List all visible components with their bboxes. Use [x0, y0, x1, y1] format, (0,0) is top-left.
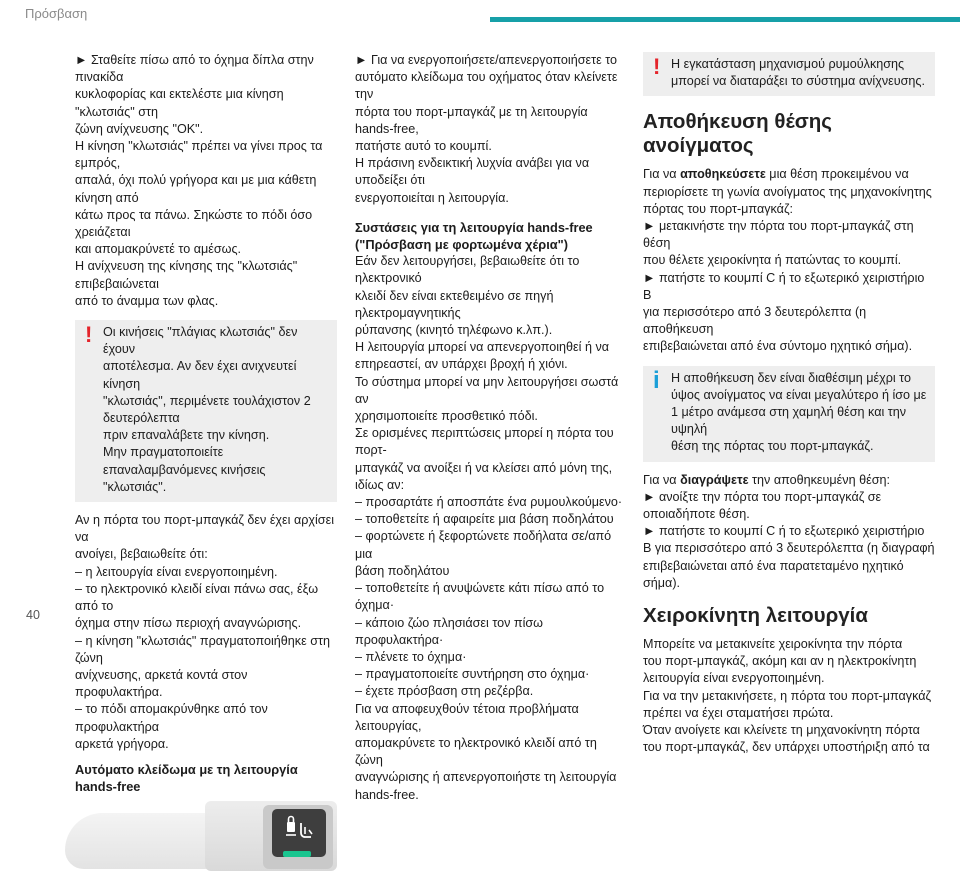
- warning-box: [75, 320, 337, 502]
- text-line: ► ανοίξτε την πόρτα του πορτ-μπαγκάζ σε: [643, 489, 882, 504]
- text-line: ► Για να ενεργοποιήσετε/απενεργοποιήσετε το: [355, 53, 617, 67]
- delete-position-text: [643, 472, 935, 592]
- text-line: – έχετε πρόσβαση στη ρεζέρβα.: [355, 684, 534, 699]
- text-line: απομακρύνετε το ηλεκτρονικό κλειδί από τη ζώνη: [355, 735, 597, 768]
- text-line: αυτόματο κλείδωμα του οχήματος όταν κλείνετε την: [355, 70, 618, 102]
- text-run: την αποθηκευμένη θέση:: [748, 472, 890, 487]
- info-icon: i: [653, 366, 660, 394]
- troubleshoot-list: [75, 512, 337, 753]
- towbar-warning-box: [643, 52, 935, 96]
- auto-lock-subheading: Αυτόματο κλείδωμα με τη λειτουργία hands-free: [75, 761, 298, 795]
- text-line: επιβεβαιώνεται από ένα παρατεταμένο ηχητικό σήμα).: [643, 558, 904, 590]
- text-line: Η κίνηση "κλωτσιάς" πρέπει να γίνει προς τα εμπρός,: [75, 139, 323, 171]
- text-run-bold: διαγράψετε: [680, 472, 749, 487]
- button-illustration: [75, 801, 337, 873]
- text-line: αποτέλεσμα. Αν δεν έχει ανιχνευτεί κίνηση: [103, 359, 297, 391]
- text-line: "κλωτσιάς", περιμένετε τουλάχιστον 2 δευτερόλεπτα: [103, 393, 311, 426]
- text-line: οποιαδήποτε θέση.: [643, 507, 750, 522]
- text-line: Οι κινήσεις "πλάγιας κλωτσιάς" δεν έχουν: [103, 325, 298, 357]
- text-line: και απομακρύνετέ το αμέσως.: [75, 242, 242, 257]
- text-line: – τοποθετείτε ή αφαιρείτε μια βάση ποδηλάτου: [355, 512, 614, 527]
- recommendations-text: [355, 253, 625, 804]
- section-title: Πρόσβαση: [25, 6, 88, 21]
- text-run-bold: αποθηκεύσετε: [680, 167, 766, 182]
- text-line: Όταν ανοίγετε και κλείνετε τη μηχανοκίνητη πόρτα: [643, 723, 920, 738]
- text-line: για περισσότερο από 3 δευτερόλεπτα (η αποθήκευση: [643, 305, 867, 337]
- text-line: επιβεβαιώνεται από ένα σύντομο ηχητικό σήμα).: [643, 339, 913, 354]
- text-line: hands-free.: [355, 787, 419, 802]
- text-line: – η λειτουργία είναι ενεργοποιημένη.: [75, 564, 278, 579]
- text-line: Για να αποφευχθούν τέτοια προβλήματα λειτουργίας,: [355, 701, 579, 733]
- hands-free-lock-button-icon: [282, 813, 318, 845]
- text-line: πρέπει να έχει σταματήσει πρώτα.: [643, 705, 834, 720]
- text-line: απαλά, όχι πολύ γρήγορα και με μια κάθετη κίνηση από: [75, 173, 317, 205]
- text-line: – τοποθετείτε ή ανυψώνετε κάτι πίσω από το όχημα·: [355, 581, 605, 613]
- text-line: του πορτ-μπαγκάζ, δεν υπάρχει υποστήριξη από τα: [643, 740, 930, 755]
- text-line: ► μετακινήστε την πόρτα του πορτ-μπαγκάζ στη θέση: [643, 219, 914, 251]
- text-run: Για να: [643, 167, 681, 182]
- text-line: θέση της πόρτας του πορτ-μπαγκάζ.: [671, 439, 874, 454]
- kick-instructions: [75, 52, 337, 310]
- manual-operation-text: [643, 636, 935, 756]
- text-line: – η κίνηση "κλωτσιάς" πραγματοποιήθηκε στη ζώνη: [75, 633, 330, 665]
- text-line: – φορτώνετε ή ξεφορτώνετε ποδήλατα σε/από μια: [355, 529, 612, 561]
- text-line: πριν επαναλάβετε την κίνηση.: [103, 428, 270, 443]
- column-3: [643, 52, 935, 757]
- column-2: [355, 52, 625, 804]
- text-line: Η ανίχνευση της κίνησης της "κλωτσιάς" επιβεβαιώνεται: [75, 259, 298, 291]
- text-line: ► πατήστε το κουμπί C ή το εξωτερικό χειριστήριο B: [643, 270, 925, 302]
- text-line: πόρτα του πορτ-μπαγκάζ με τη λειτουργία hands-free,: [355, 104, 588, 136]
- text-line: ανοίγει, βεβαιωθείτε ότι:: [75, 547, 208, 562]
- text-run: Για να: [643, 472, 681, 487]
- text-line: Η εγκατάσταση μηχανισμού ρυμούλκησης: [671, 57, 905, 71]
- text-line: κλειδί δεν είναι εκτεθειμένο σε πηγή ηλεκτρομαγνητικής: [355, 288, 554, 320]
- text-line: Εάν δεν λειτουργήσει, βεβαιωθείτε ότι το ηλεκτρονικό: [355, 254, 580, 286]
- auto-lock-instructions: [355, 52, 625, 207]
- text-line: ενεργοποιείται η λειτουργία.: [355, 190, 509, 205]
- text-line: από το άναμμα των φλας.: [75, 293, 219, 308]
- text-line: Συστάσεις για τη λειτουργία hands-free: [355, 219, 593, 235]
- text-line: – το πόδι απομακρύνθηκε από τον προφυλακτήρα: [75, 702, 268, 734]
- text-line: κάτω προς τα πάνω. Σηκώστε το πόδι όσο χρειάζεται: [75, 207, 313, 240]
- text-line: ("Πρόσβαση με φορτωμένα χέρια"): [355, 237, 568, 253]
- text-line: όχημα στην πίσω περιοχή αναγνώρισης.: [75, 616, 302, 631]
- text-line: περιορίσετε τη γωνία ανοίγματος της μηχανοκίνητης: [643, 184, 932, 199]
- text-line: επηρεαστεί, αν υπάρχει βροχή ή χιόνι.: [355, 357, 568, 372]
- text-line: Η λειτουργία μπορεί να απενεργοποιηθεί ή να: [355, 340, 610, 355]
- text-line: ► πατήστε το κουμπί C ή το εξωτερικό χειριστήριο: [643, 524, 925, 539]
- text-line: Η πράσινη ενδεικτική λυχνία ανάβει για να υποδείξει ότι: [355, 156, 590, 188]
- text-line: "κλωτσιάς".: [103, 479, 167, 494]
- recommendations-subheading: [355, 219, 625, 253]
- column-1: [75, 52, 337, 873]
- text-line: B για περισσότερο από 3 δευτερόλεπτα (η διαγραφή: [643, 541, 935, 556]
- text-line: Μην πραγματοποιείτε επαναλαμβανόμενες κινήσεις: [103, 445, 266, 477]
- page-number: 40: [26, 608, 40, 622]
- text-line: – προσαρτάτε ή αποσπάτε ένα ρυμουλκούμενο·: [355, 495, 623, 510]
- text-line: πατήστε αυτό το κουμπί.: [355, 139, 492, 154]
- save-position-heading: Αποθήκευση θέσης ανοίγματος: [643, 110, 832, 158]
- text-line: μπορεί να διαταράξει το σύστημα ανίχνευσης.: [671, 74, 925, 89]
- text-line: – το ηλεκτρονικό κλειδί είναι πάνω σας, έξω από το: [75, 581, 319, 614]
- header-accent-bar: [490, 17, 960, 22]
- text-line: Για να την μετακινήσετε, η πόρτα του πορτ-μπαγκάζ: [643, 688, 932, 703]
- save-position-text: [643, 166, 935, 355]
- text-line: ζώνη ανίχνευσης "OK".: [75, 121, 204, 136]
- text-line: αναγνώρισης ή απενεργοποιήστε τη λειτουργία: [355, 770, 617, 785]
- warning-exclamation-icon: !: [85, 322, 93, 348]
- text-line: κυκλοφορίας και εκτελέστε μια κίνηση "κλωτσιάς" στη: [75, 87, 284, 119]
- text-line: – κάποιο ζώο πλησιάσει τον πίσω προφυλακτήρα·: [355, 615, 544, 647]
- text-line: – πλένετε το όχημα·: [355, 649, 467, 664]
- text-line: – πραγματοποιείτε συντήρηση στο όχημα·: [355, 667, 590, 682]
- text-line: του πορτ-μπαγκάζ, ακόμη και αν η ηλεκτροκίνητη: [643, 654, 917, 669]
- manual-operation-heading: Χειροκίνητη λειτουργία: [643, 604, 868, 628]
- text-line: Αν η πόρτα του πορτ-μπαγκάζ δεν έχει αρχίσει να: [75, 513, 334, 545]
- text-line: ► Σταθείτε πίσω από το όχημα δίπλα στην πινακίδα: [75, 53, 314, 85]
- text-line: βάση ποδηλάτου: [355, 563, 450, 578]
- text-line: μπαγκάζ να ανοίξει ή να κλείσει από μόνη της, ιδίως αν:: [355, 460, 613, 492]
- text-line: 1 μέτρο ανάμεσα στη χαμηλή θέση και την υψηλή: [671, 405, 907, 437]
- text-line: ανίχνευσης, αρκετά κοντά στον προφυλακτήρα.: [75, 667, 248, 700]
- text-line: Μπορείτε να μετακινείτε χειροκίνητα την πόρτα: [643, 637, 903, 652]
- text-line: που θέλετε χειροκίνητα ή πατώντας το κουμπί.: [643, 253, 902, 268]
- text-line: Η αποθήκευση δεν είναι διαθέσιμη μέχρι το: [671, 370, 911, 385]
- text-run: μια θέση προκειμένου να: [765, 167, 909, 182]
- green-indicator-led: [283, 851, 311, 857]
- info-box: [643, 366, 935, 462]
- text-line: λειτουργία είναι ενεργοποιημένη.: [643, 671, 825, 686]
- text-line: ρύπανσης (κινητό τηλέφωνο κ.λπ.).: [355, 323, 553, 338]
- text-line: πόρτας του πορτ-μπαγκάζ:: [643, 201, 793, 216]
- text-line: ύψος ανοίγματος να είναι μεγαλύτερο ή ίσο με: [671, 387, 927, 402]
- text-line: Σε ορισμένες περιπτώσεις μπορεί η πόρτα του πορτ-: [355, 426, 614, 458]
- text-line: Το σύστημα μπορεί να μην λειτουργήσει σωστά αν: [355, 374, 619, 406]
- text-line: αρκετά γρήγορα.: [75, 736, 169, 751]
- text-line: χρησιμοποιείτε προσθετικό πόδι.: [355, 409, 538, 424]
- warning-exclamation-icon: !: [653, 54, 661, 79]
